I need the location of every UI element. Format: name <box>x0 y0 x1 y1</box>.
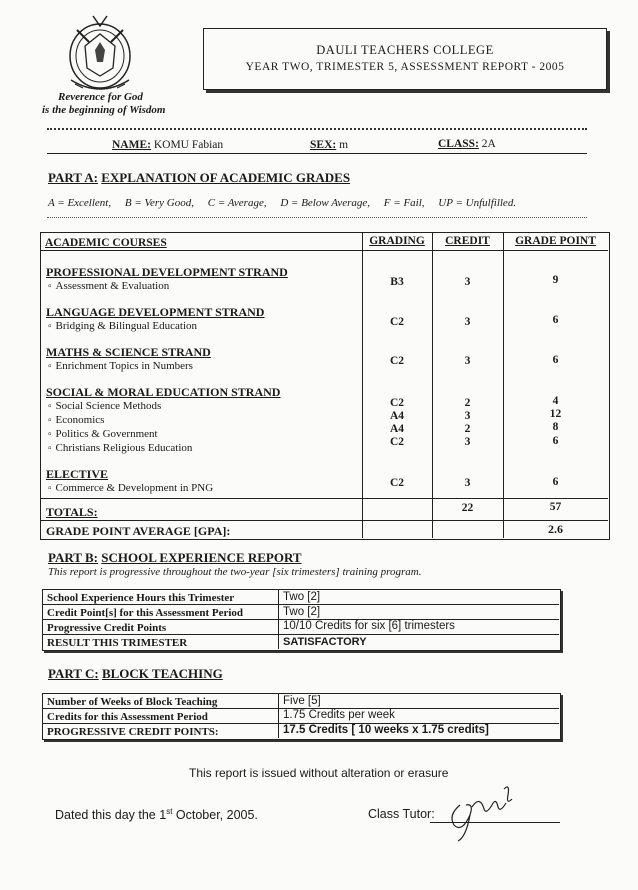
motto-line-1: Reverence for God <box>58 91 143 103</box>
header-academic-courses: ACADEMIC COURSES <box>45 237 167 249</box>
bt-value: 17.5 Credits [ 10 weeks x 1.75 credits] <box>283 724 489 736</box>
course-grading: B3 <box>390 276 404 288</box>
course-name: ▫ Enrichment Topics in Numbers <box>46 360 193 372</box>
se-label: Credit Point[s] for this Assessment Period <box>47 607 244 619</box>
se-label: RESULT THIS TRIMESTER <box>47 637 188 649</box>
se-value: Two [2] <box>283 606 321 618</box>
bt-value: Five [5] <box>283 695 321 707</box>
part-c-heading: PART C: BLOCK TEACHING <box>48 666 223 681</box>
student-underline <box>47 153 587 154</box>
total-grade-point: 57 <box>549 501 562 513</box>
strand-title: MATHS & SCIENCE STRAND <box>46 345 211 359</box>
course-credit: 3 <box>464 410 471 422</box>
course-grading: C2 <box>389 397 405 409</box>
course-credit: 2 <box>464 423 471 435</box>
se-result: SATISFACTORY <box>283 636 367 648</box>
course-grading: A4 <box>389 410 405 422</box>
course-credit: 3 <box>464 355 471 367</box>
college-crest <box>55 10 145 100</box>
course-name: ▫ Politics & Government <box>46 428 158 440</box>
course-grade-point: 6 <box>552 314 559 326</box>
gpa-label: GRADE POINT AVERAGE [GPA]: <box>46 524 231 538</box>
course-grade-point: 12 <box>549 408 562 420</box>
separator-dotted <box>47 128 587 130</box>
separator-dotted-2 <box>47 217 587 218</box>
se-value: Two [2] <box>283 591 321 603</box>
part-b-note: This report is progressive throughout the two-year [six trimesters] training program. <box>48 566 422 578</box>
course-grading: C2 <box>389 477 405 489</box>
college-name: DAULI TEACHERS COLLEGE <box>316 43 494 57</box>
course-credit: 2 <box>464 397 471 409</box>
gpa-value: 2.6 <box>548 522 563 536</box>
course-grading: A4 <box>389 423 405 435</box>
bt-value: 1.75 Credits per week <box>283 709 395 721</box>
total-credit: 22 <box>461 502 474 514</box>
course-name: ▫ Assessment & Evaluation <box>46 280 169 292</box>
course-grade-point: 6 <box>552 435 559 447</box>
course-name: ▫ Social Science Methods <box>46 400 161 412</box>
course-credit: 3 <box>464 436 471 448</box>
course-grade-point: 9 <box>552 274 559 286</box>
course-name: ▫ Bridging & Bilingual Education <box>46 320 197 332</box>
tutor-signature <box>440 775 530 845</box>
grades-legend: A = Excellent, B = Very Good, C = Average, D = Below Average, F = Fail, UP = Unfulfilled. <box>48 197 517 209</box>
class-tutor-label: Class Tutor: <box>368 807 435 821</box>
course-grading: C2 <box>389 436 405 448</box>
title-box <box>203 28 607 90</box>
part-b-heading: PART B: SCHOOL EXPERIENCE REPORT <box>48 550 302 565</box>
strand-title: SOCIAL & MORAL EDUCATION STRAND <box>46 385 281 399</box>
report-subtitle: YEAR TWO, TRIMESTER 5, ASSESSMENT REPORT - 2005 <box>245 61 565 73</box>
totals-label: TOTALS: <box>46 505 98 519</box>
course-credit: 3 <box>464 316 471 328</box>
course-grade-point: 8 <box>552 421 559 433</box>
issue-notice: This report is issued without alteration or erasure <box>189 766 449 780</box>
course-name: ▫ Commerce & Development in PNG <box>46 482 213 494</box>
strand-title: PROFESSIONAL DEVELOPMENT STRAND <box>46 265 288 279</box>
dated-line: Dated this day the 1st October, 2005. <box>55 807 258 823</box>
course-grade-point: 6 <box>552 354 559 366</box>
strand-title: LANGUAGE DEVELOPMENT STRAND <box>46 305 265 319</box>
course-name: ▫ Christians Religious Education <box>46 442 192 454</box>
part-a-heading: PART A: EXPLANATION OF ACADEMIC GRADES <box>48 170 351 185</box>
course-name: ▫ Economics <box>46 414 104 426</box>
bt-label: PROGRESSIVE CREDIT POINTS: <box>47 726 219 738</box>
se-label: School Experience Hours this Trimester <box>47 592 235 604</box>
course-grading: C2 <box>389 316 405 328</box>
student-class: CLASS: 2A <box>438 138 496 150</box>
se-value: 10/10 Credits for six [6] trimesters <box>283 620 455 632</box>
header-grading: GRADING <box>369 235 425 247</box>
course-grade-point: 4 <box>552 395 559 407</box>
course-credit: 3 <box>464 477 471 489</box>
course-grading: C2 <box>389 355 405 367</box>
course-grade-point: 6 <box>552 476 559 488</box>
bt-label: Credits for this Assessment Period <box>47 711 208 723</box>
header-credit: CREDIT <box>445 235 490 247</box>
se-label: Progressive Credit Points <box>47 622 167 634</box>
bt-label: Number of Weeks of Block Teaching <box>47 696 218 708</box>
header-grade-point: GRADE POINT <box>515 235 596 247</box>
strand-title: ELECTIVE <box>46 467 109 481</box>
student-sex: SEX: m <box>310 139 349 151</box>
course-credit: 3 <box>464 276 471 288</box>
student-name: NAME: KOMU Fabian <box>112 139 224 151</box>
motto-line-2: is the beginning of Wisdom <box>42 104 166 116</box>
